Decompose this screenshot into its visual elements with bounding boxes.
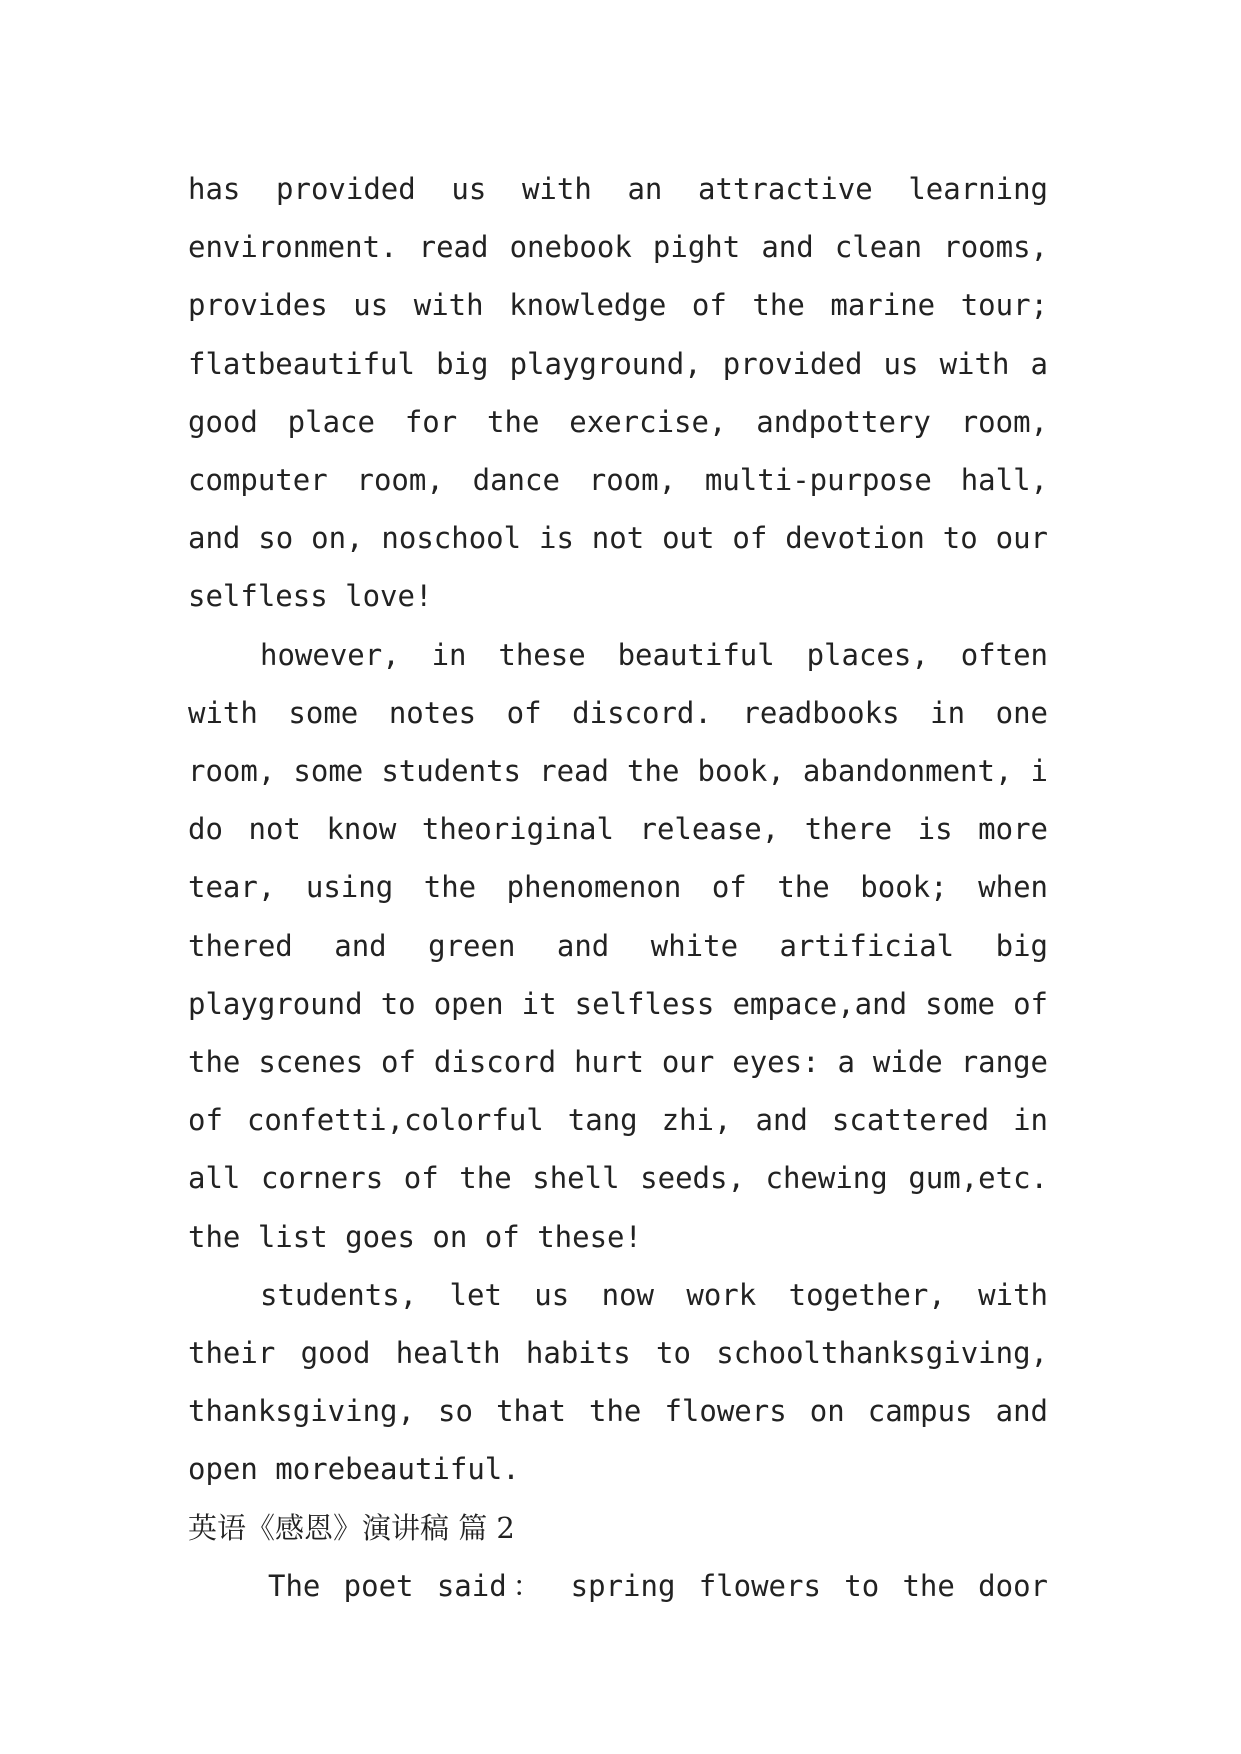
paragraph-3: students, let us now work together, with their good health habits to schoolthanksgiving, thanksgiving, so that the flowers on campus and open morebeautiful.	[188, 1277, 1048, 1487]
paragraph-4: The poet said： spring flowers to the door	[268, 1568, 1048, 1603]
section-heading: 英语《感恩》演讲稿 篇 2	[188, 1510, 515, 1545]
paragraph-2: however, in these beautiful places, often with some notes of discord. readbooks in one room, some students read the book, abandonment, i do not know theoriginal release, there is more tear, using the phenomenon of the book; when thered and green and white artificial big playground to open it selfless empace,and some of the scenes of discord hurt our eyes: a wide range of confetti,colorful tang zhi, and scattered in all corners of the shell seeds, chewing gum,etc. the list goes on of these!	[188, 637, 1048, 1254]
document-body	[188, 160, 1048, 1615]
paragraph-1: has provided us with an attractive learning environment. read onebook pight and clean rooms, provides us with knowledge of the marine tour; flatbeautiful big playground, provided us with a good place for the exercise, andpottery room, computer room, dance room, multi-purpose hall, and so on, noschool is not out of devotion to our selfless love!	[188, 172, 1048, 614]
